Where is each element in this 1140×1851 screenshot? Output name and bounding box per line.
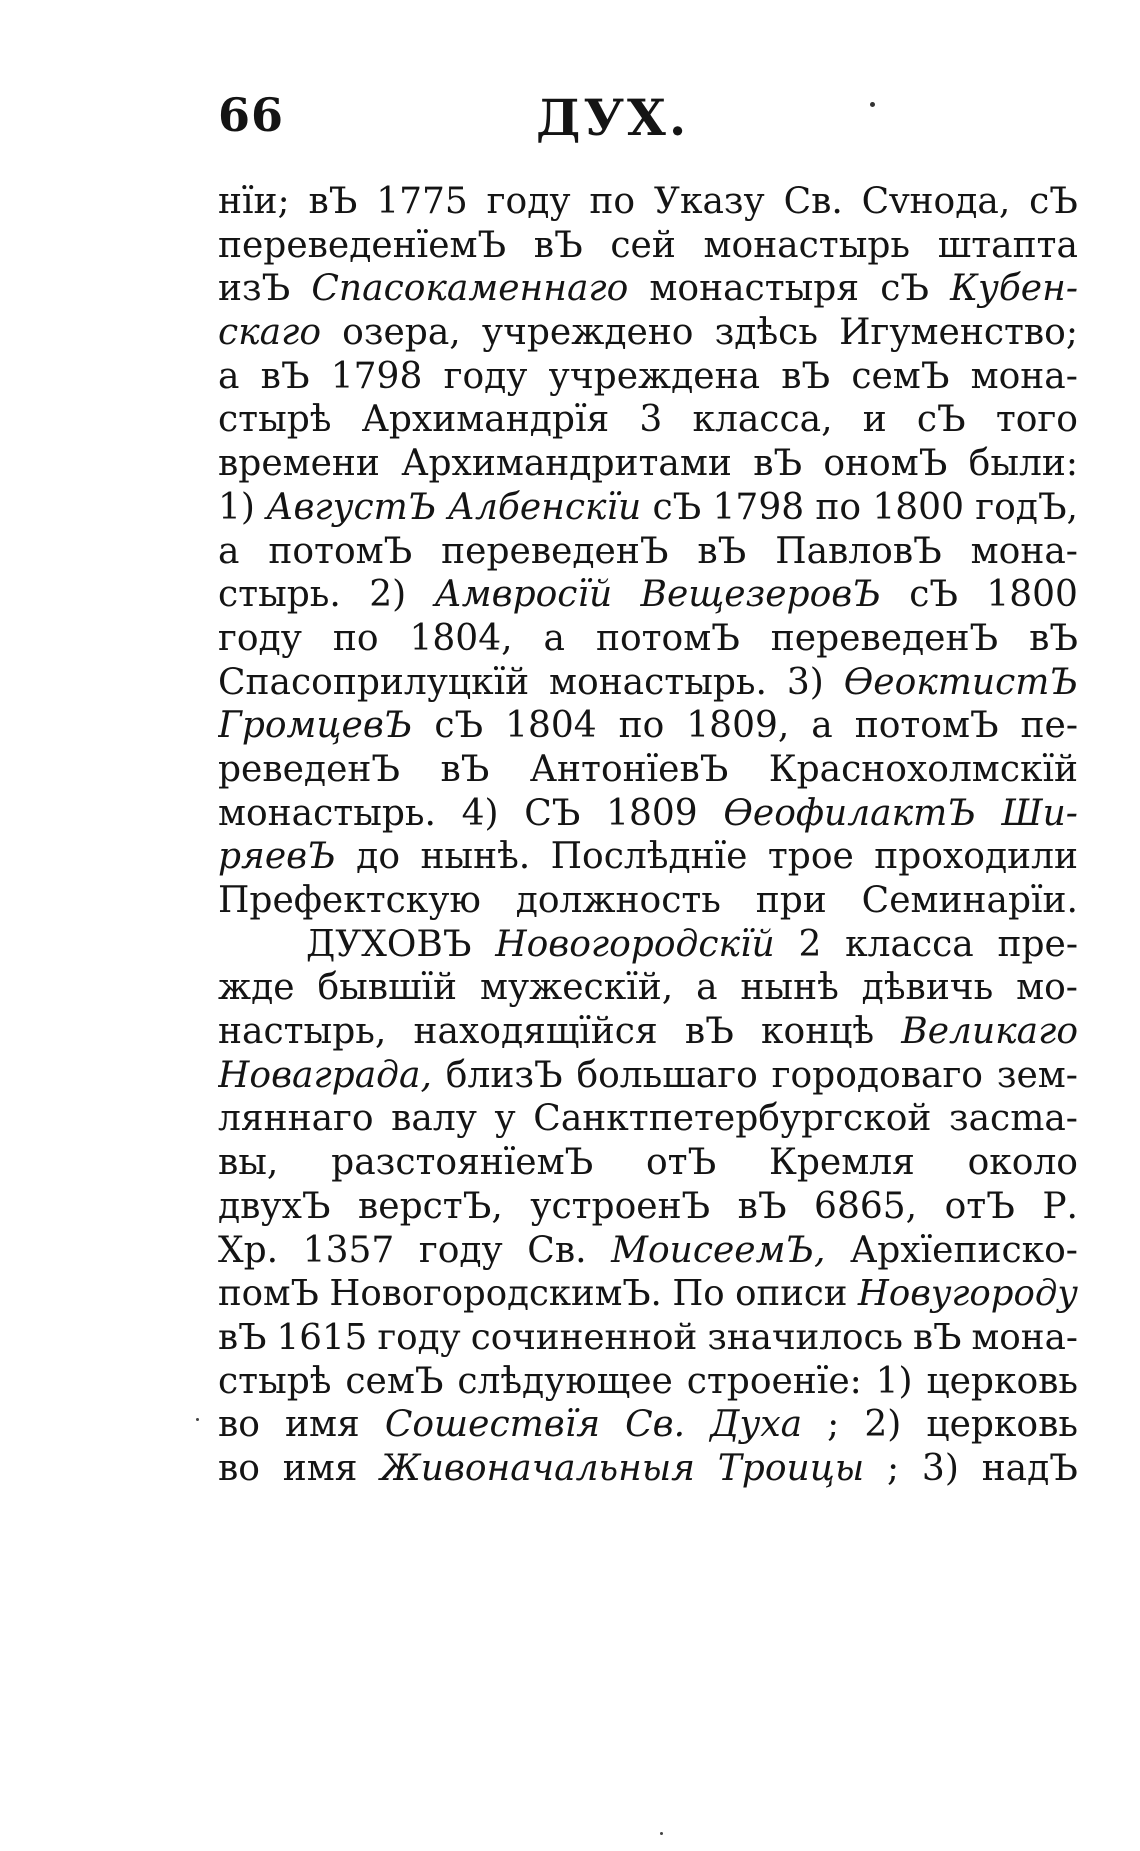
word: сЪ [652,486,702,528]
word: вЪ [697,530,747,572]
italic-word: Св. [625,1404,686,1446]
word: значилось [707,1316,903,1358]
text-line [218,1097,1078,1141]
word: помЪ [218,1273,319,1315]
word: году [486,181,571,222]
italic-word: ГромцевЪ [218,705,413,747]
word: класса [845,923,974,965]
word: находящїйся [413,1011,658,1053]
italic-word: Троицы [717,1447,865,1489]
italic-word: Новаграда, [218,1054,432,1096]
word: Р. [1042,1185,1078,1227]
text-line [218,661,1078,705]
word: СЪ [524,792,581,834]
text-line [218,1185,1078,1229]
word: По [672,1273,725,1315]
word: 4) [461,792,499,834]
word: при [755,880,827,921]
word: до [356,836,401,878]
word: Сvнода, [861,181,1011,222]
word: сочиненной [470,1316,698,1358]
word: вЪ [218,1316,267,1358]
text-line [218,1403,1078,1447]
word: пре- [997,923,1078,965]
word: 1615 [276,1316,368,1358]
word: 1809, [686,705,790,747]
text-line [218,617,1078,661]
word: двухЪ [218,1185,331,1227]
text-line [218,879,1078,923]
word: Спасоприлуцкїй [218,661,530,703]
word: вЪ [308,181,358,222]
text-line [218,311,1078,355]
word: потомЪ [854,705,999,747]
word: Указу [653,181,765,222]
word: у [494,1098,516,1140]
word: мона- [971,1316,1078,1358]
word: сЪ [916,399,966,441]
text-line [218,530,1078,574]
word: а [218,355,240,397]
text-line [218,923,1078,967]
word: 1798 [330,355,423,397]
word: 1) [875,1360,913,1402]
text-line [218,1141,1078,1185]
body-text [218,180,1078,1491]
word: годЪ, [975,486,1078,528]
running-head [218,88,1078,158]
italic-word: Новугороду [857,1273,1078,1315]
text-line [218,1272,1078,1316]
word: отЪ [944,1185,1015,1227]
word: большаго [576,1054,758,1096]
word: засmа- [948,1098,1078,1140]
word: здѣсь [714,312,818,354]
word: во [218,1404,260,1446]
word: переведенЪ [770,617,999,659]
italic-word: Спасокаменнаго [311,268,629,310]
word: году [218,617,302,659]
word: стырѣ [218,399,332,441]
word: вы, [218,1142,279,1184]
word: стырѣ [218,1360,332,1402]
text-line [218,180,1078,224]
text-line [218,835,1078,879]
word: сей [610,224,676,266]
word: по [618,705,665,747]
word: бывшїй [317,967,458,1009]
word: 1798 [712,486,805,528]
word: слѣдующее [457,1360,673,1402]
word: мужескїй, [479,967,674,1009]
page-number: 66 [218,88,285,142]
word: ; [827,1404,840,1446]
word: вЪ [533,224,583,266]
word: класса, [692,399,833,441]
word: по [589,181,636,222]
word: концѣ [761,1011,875,1053]
italic-word: АвгустЪ [266,486,437,528]
word: монастырь [703,224,911,266]
print-speck [870,102,875,107]
text-line [218,704,1078,748]
word: разстоянїемЪ [331,1142,594,1184]
word: а [811,705,833,747]
italic-word: скаго [218,312,321,354]
word: Кремля [769,1142,915,1184]
word: Семинарїи. [861,880,1078,921]
word: 3) [786,661,824,703]
text-line [218,224,1078,268]
text-line [218,748,1078,792]
word: 1809 [606,792,698,834]
word: вЪ [753,443,803,485]
italic-word: Новогородскїй [495,923,775,965]
text-line [218,398,1078,442]
word: 3 [639,399,663,441]
print-speck [196,1418,199,1421]
word: пе- [1020,705,1078,747]
word: вЪ [684,1011,734,1053]
word: учреждено [481,312,694,354]
word: по [815,486,862,528]
italic-word: Албенскїи [447,486,642,528]
word: нынѣ. [420,836,531,878]
word: Краснохолмскїй [768,748,1078,790]
word: году [418,1229,503,1271]
word: монастырь. [549,661,767,703]
text-line [218,355,1078,399]
text-line [218,442,1078,486]
word: сЪ [880,268,929,310]
word: 1800 [986,574,1078,616]
word: 1804, [409,617,513,659]
italic-word: Живоначальныя [380,1447,695,1489]
word: а [543,617,565,659]
text-line [218,1054,1078,1098]
word: Послѣднїе [550,836,748,878]
word: монастыря [649,268,860,310]
word: времени [218,443,380,485]
word: году [377,1316,461,1358]
word: потомЪ [595,617,740,659]
word: трое [767,836,854,878]
text-line [218,573,1078,617]
word: вЪ [737,1185,787,1227]
word: вЪ [440,748,490,790]
word: близЪ [445,1054,563,1096]
word: Св. [783,181,843,222]
word: году [443,355,528,397]
word: 2) [369,574,407,616]
word: городоваго [771,1054,983,1096]
word: Архимандрїя [361,399,610,441]
word: имя [285,1404,360,1446]
text-line [218,966,1078,1010]
italic-word: Духа [710,1404,803,1446]
text-line [218,1360,1078,1404]
italic-word: Ши- [1001,792,1078,834]
word: ПавловЪ [775,530,942,572]
word: валу [391,1098,477,1140]
word: Санктпетербургской [533,1098,932,1140]
word: строенїе: [686,1360,862,1402]
word: надЪ [981,1447,1078,1489]
word: стырь. [218,574,341,616]
word: 1775 [376,181,468,222]
word: церковь [926,1360,1078,1402]
word: имя [282,1447,358,1489]
word: Архїеписко- [850,1229,1078,1271]
word: а [696,967,718,1009]
word: реведенЪ [218,748,400,790]
word: Префектскую [218,880,481,921]
word: верстЪ, [358,1185,503,1227]
word: вЪ [781,355,831,397]
word: были: [968,443,1078,485]
word: настырь, [218,1011,387,1053]
word: должность [515,880,721,921]
word: описи [735,1273,848,1315]
text-line [218,1010,1078,1054]
italic-word: ѲеофилактЪ [723,792,976,834]
text-line [218,1316,1078,1360]
word: Архимандритами [401,443,732,485]
italic-word: ряевЪ [218,836,336,878]
italic-word: ВещезеровЪ [640,574,881,616]
word: сЪ [434,705,484,747]
word: 1804 [505,705,597,747]
word: изЪ [218,268,291,310]
word: семЪ [345,1360,444,1402]
italic-word: Амвросїй [434,574,613,616]
word: а [218,530,240,572]
word: 6865, [814,1185,918,1227]
word: во [218,1447,260,1489]
word: жде [218,967,295,1009]
running-title: ДУХ. [536,88,690,147]
word: по [332,617,379,659]
word: вЪ [1029,617,1078,659]
word: потомЪ [268,530,413,572]
word: 2 [798,923,822,965]
italic-word: Сошествїя [384,1404,601,1446]
word: устроенЪ [530,1185,711,1227]
italic-word: Великаго [901,1011,1078,1053]
word: 1) [218,486,255,528]
word: ; [886,1447,900,1489]
word: мона- [970,530,1078,572]
word: Хр. [218,1229,279,1271]
word: Игуменство; [839,312,1078,354]
text-line [218,1229,1078,1273]
word: ляннаго [218,1098,374,1140]
word: мо- [1016,967,1078,1009]
word: отЪ [646,1142,717,1184]
italic-word: Кубен- [950,268,1078,310]
word: вЪ [260,355,310,397]
word: сЪ [909,574,958,616]
word: 1357 [302,1229,395,1271]
word: нїи; [218,181,290,222]
word: переведенЪ [441,530,669,572]
italic-word: ѲеоктистЪ [843,661,1078,703]
word: озера, [342,312,461,354]
word: сЪ [1029,181,1078,222]
word: переведенїемЪ [218,224,507,266]
word: нынѣ [740,967,839,1009]
word: семЪ [851,355,950,397]
word: учреждена [548,355,761,397]
word: 2) [864,1404,902,1446]
word: АнтонїевЪ [529,748,729,790]
italic-word: МоисеемЪ, [611,1229,826,1271]
word: штапта [937,224,1078,266]
text-line [218,267,1078,311]
word: дѣвичь [861,967,994,1009]
text-line [218,486,1078,530]
text-line [218,1447,1078,1491]
print-speck [660,1832,663,1835]
word: около [967,1142,1078,1184]
word: церковь [926,1404,1078,1446]
word: Св. [527,1229,587,1271]
word: вЪ [913,1316,962,1358]
word: того [995,399,1078,441]
word: ДУХОВЪ [306,923,472,965]
word: 3) [921,1447,959,1489]
word: монастырь. [218,792,436,834]
text-line [218,792,1078,836]
word: ономЪ [823,443,948,485]
word: и [862,399,887,441]
word: 1800 [872,486,964,528]
word: НовогородскимЪ. [329,1273,662,1315]
word: мона- [970,355,1078,397]
word: зем- [996,1054,1078,1096]
word: проходили [874,836,1078,878]
